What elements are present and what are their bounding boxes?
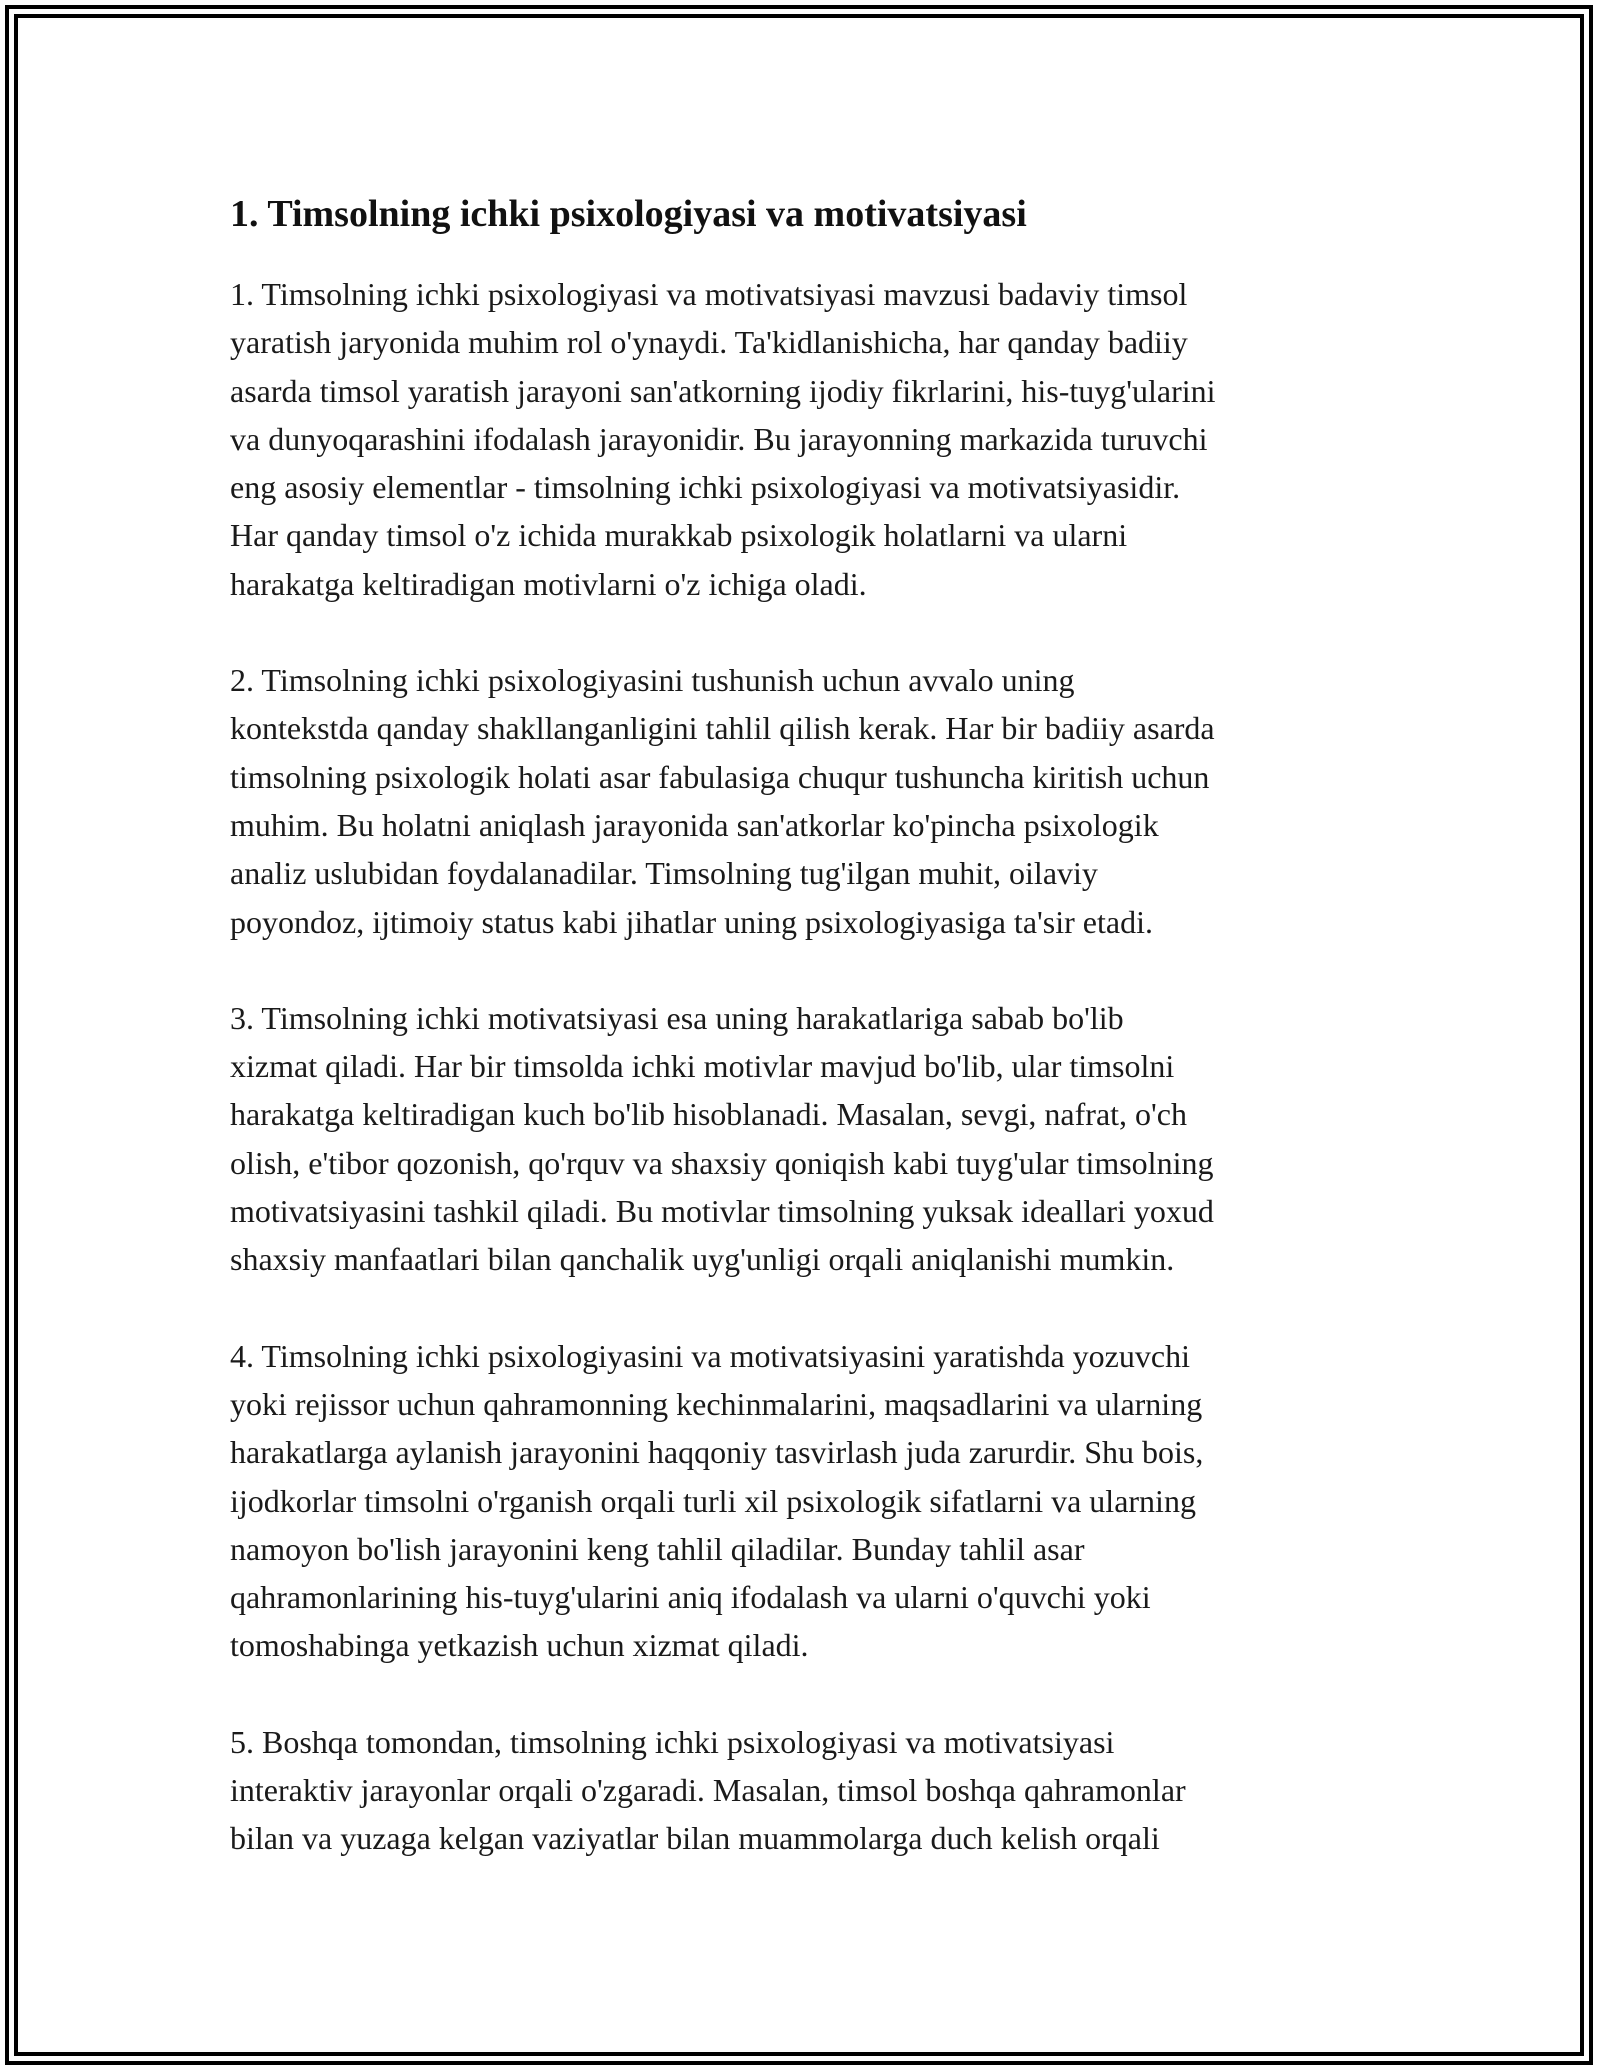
paragraph-4: 4. Timsolning ichki psixologiyasini va motivatsiyasini yaratishda yozuvchi yoki rejissor uchun qahramonning kechinmalarini, maqsadlarini va ularning harakatlarga aylanish jarayonini haqqoniy tasvirlash juda zarurdir. Shu bois, ijodkorlar timsolni o'rganish orqali turli xil psixologik sifatlarni va ularning namoyon bo'lish jarayonini keng tahlil qiladilar. Bunday tahlil asar qahramonlarining his-tuyg'ularini aniq ifodalash va ularni o'quvchi yoki tomoshabinga yetkazish uchun xizmat qiladi. — [230, 1337, 1204, 1664]
document-body — [230, 188, 1370, 1911]
paragraph-1: 1. Timsolning ichki psixologiyasi va motivatsiyasi mavzusi badaviy timsol yaratish jaryonida muhim rol o'ynaydi. Ta'kidlanishicha, har qanday badiiy asarda timsol yaratish jarayoni san'atkorning ijodiy fikrlarini, his-tuyg'ularini va dunyoqarashini ifodalash jarayonidir. Bu jarayonning markazida turuvchi eng asosiy elementlar - timsolning ichki psixologiyasi va motivatsiyasidir. Har qanday timsol o'z ichida murakkab psixologik holatlarni va ularni harakatga keltiradigan motivlarni o'z ichiga oladi. — [230, 276, 1216, 602]
paragraph-3: 3. Timsolning ichki motivatsiyasi esa uning harakatlariga sabab bo'lib xizmat qiladi. Har bir timsolda ichki motivlar mavjud bo'lib, ular timsolni harakatga keltiradigan kuch bo'lib hisoblanadi. Masalan, sevgi, nafrat, o'ch olish, e'tibor qozonish, qo'rquv va shaxsiy qoniqish kabi tuyg'ular timsolning motivatsiyasini tashkil qiladi. Bu motivlar timsolning yuksak ideallari yoxud shaxsiy manfaatlari bilan qanchalik uyg'unligi orqali aniqlanishi mumkin. — [230, 999, 1214, 1278]
document-title: 1. Timsolning ichki psixologiyasi va motivatsiyasi — [230, 193, 1027, 235]
paragraph-5: 5. Boshqa tomondan, timsolning ichki psixologiyasi va motivatsiyasi interaktiv jarayonlar orqali o'zgaradi. Masalan, timsol boshqa qahramonlar bilan va yuzaga kelgan vaziyatlar bilan muammolarga duch kelish orqali — [230, 1723, 1186, 1857]
paragraph-2: 2. Timsolning ichki psixologiyasini tushunish uchun avvalo uning kontekstda qanday shakllanganligini tahlil qilish kerak. Har bir badiiy asarda timsolning psixologik holati asar fabulasiga chuqur tushuncha kiritish uchun muhim. Bu holatni aniqlash jarayonida san'atkorlar ko'pincha psixologik analiz uslubidan foydalanadilar. Timsolning tug'ilgan muhit, oilaviy poyondoz, ijtimoiy status kabi jihatlar uning psixologiyasiga ta'sir etadi. — [230, 662, 1215, 940]
